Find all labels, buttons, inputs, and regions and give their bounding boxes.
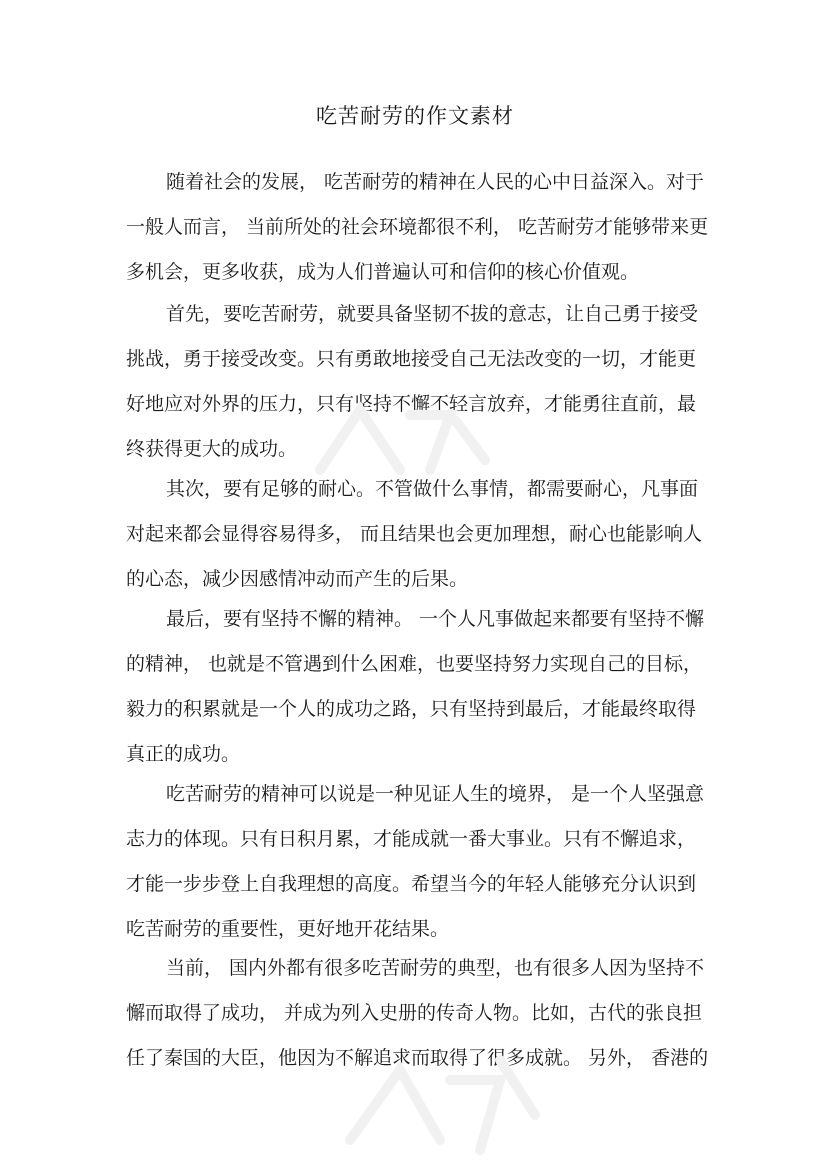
document-title: 吃苦耐劳的作文素材	[316, 104, 514, 128]
paragraph-5	[126, 772, 726, 952]
paragraph-6	[126, 946, 726, 1081]
paragraph-2	[126, 292, 726, 472]
paragraph-line: 好地应对外界的压力，只有坚持不懈不轻言放弃，才能勇往直前，最	[126, 393, 697, 415]
paragraph-line: 志力的体现。只有日积月累，才能成就一番大事业。只有不懈追求，	[126, 828, 697, 850]
paragraph-line: 当前， 国内外都有很多吃苦耐劳的典型，也有很多人因为坚持不	[166, 957, 705, 979]
paragraph-line: 一般人而言， 当前所处的社会环境都很不利， 吃苦耐劳才能够带来更	[126, 216, 709, 238]
paragraph-line: 随着社会的发展， 吃苦耐劳的精神在人民的心中日益深入。对于	[166, 171, 705, 193]
paragraph-line: 任了秦国的大臣，他因为不解追求而取得了很多成就。 另外， 香港的	[126, 1047, 709, 1069]
paragraph-line: 其次，要有足够的耐心。不管做什么事情，都需要耐心，凡事面	[166, 478, 699, 500]
paragraph-line: 挑战，勇于接受改变。只有勇敢地接受自己无法改变的一切，才能更	[126, 348, 697, 370]
paragraph-line: 最后，要有坚持不懈的精神。 一个人凡事做起来都要有坚持不懈	[166, 608, 705, 630]
paragraph-line: 多机会，更多收获，成为人们普遍认可和信仰的核心价值观。	[126, 261, 640, 283]
paragraph-4	[126, 597, 726, 777]
paragraph-line: 首先，要吃苦耐劳，就要具备坚韧不拔的意志，让自己勇于接受	[166, 303, 699, 325]
paragraph-line: 吃苦耐劳的精神可以说是一种见证人生的境界， 是一个人坚强意	[166, 783, 705, 805]
paragraph-line: 真正的成功。	[126, 743, 241, 765]
paragraph-line: 吃苦耐劳的重要性，更好地开花结果。	[126, 918, 450, 940]
paragraph-line: 懈而取得了成功， 并成为列入史册的传奇人物。比如，古代的张良担	[126, 1002, 703, 1024]
paragraph-line: 毅力的积累就是一个人的成功之路，只有坚持到最后，才能最终取得	[126, 698, 697, 720]
paragraph-line: 终获得更大的成功。	[126, 438, 298, 460]
paragraph-line: 的精神， 也就是不管遇到什么困难，也要坚持努力实现自己的目标，	[126, 653, 703, 675]
paragraph-3	[126, 467, 726, 602]
paragraph-line: 的心态，减少因感情冲动而产生的后果。	[126, 568, 469, 590]
paragraph-1	[126, 160, 726, 295]
paragraph-line: 才能一步步登上自我理想的高度。希望当今的年轻人能够充分认识到	[126, 873, 697, 895]
paragraph-line: 对起来都会显得容易得多， 而且结果也会更加理想，耐心也能影响人	[126, 523, 703, 545]
